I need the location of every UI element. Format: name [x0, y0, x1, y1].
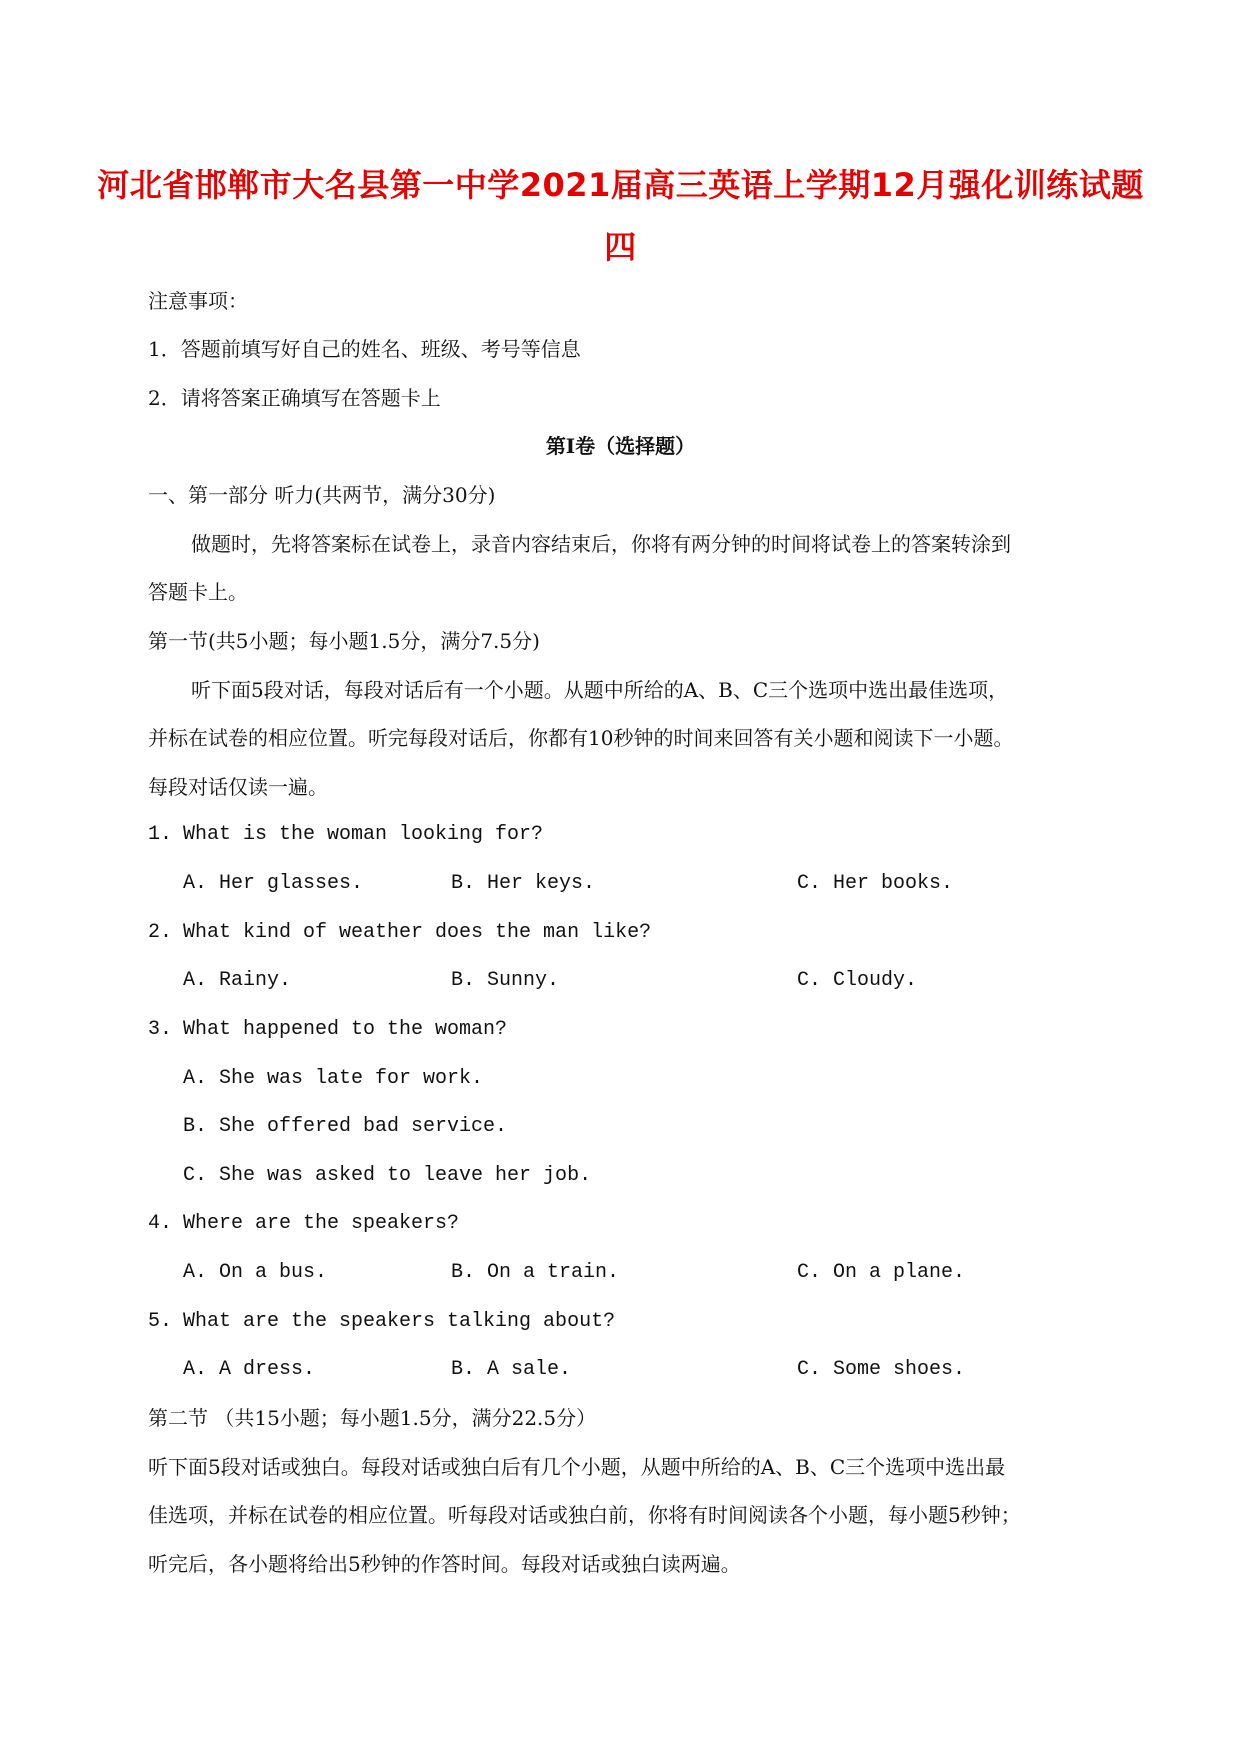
question-5-option-c: C. Some shoes. [797, 1358, 966, 1381]
volume-title: 第I卷（选择题） [545, 434, 696, 458]
question-5-text: What are the speakers talking about? [183, 1310, 616, 1333]
question-5-option-b: B. A sale. [451, 1358, 572, 1381]
question-3-option-c: C. She was asked to leave her job. [183, 1164, 592, 1187]
section2-instr-line3: 听完后，各小题将给出5秒钟的作答时间。每段对话或独白读两遍。 [148, 1552, 741, 1576]
part1-intro-line2: 答题卡上。 [148, 580, 248, 604]
question-3-number: 3. [148, 1018, 173, 1041]
question-1-text: What is the woman looking for? [183, 823, 544, 846]
question-2-option-a: A. Rainy. [183, 969, 292, 992]
question-2-text: What kind of weather does the man like? [183, 921, 652, 944]
section2-heading: 第二节 （共15小题；每小题1.5分，满分22.5分） [148, 1406, 597, 1430]
question-1-option-c: C. Her books. [797, 872, 954, 895]
question-5-option-a: A. A dress. [183, 1358, 316, 1381]
question-1-option-b: B. Her keys. [451, 872, 596, 895]
question-2-number: 2. [148, 921, 173, 944]
notice-item-1: 1．答题前填写好自己的姓名、班级、考号等信息 [148, 337, 581, 361]
notice-heading: 注意事项： [148, 289, 248, 313]
section1-instr-line3: 每段对话仅读一遍。 [148, 775, 328, 799]
question-2-option-c: C. Cloudy. [797, 969, 918, 992]
question-3-option-a: A. She was late for work. [183, 1067, 484, 1090]
section1-instr-line1: 听下面5段对话，每段对话后有一个小题。从题中所给的A、B、C三个选项中选出最佳选项， [191, 678, 1009, 702]
question-4-number: 4. [148, 1212, 173, 1235]
part1-intro-line1: 做题时，先将答案标在试卷上，录音内容结束后，你将有两分钟的时间将试卷上的答案转涂到 [191, 532, 1011, 556]
question-5-number: 5. [148, 1310, 173, 1333]
question-3-text: What happened to the woman? [183, 1018, 508, 1041]
question-1-option-a: A. Her glasses. [183, 872, 364, 895]
section2-instr-line2: 佳选项，并标在试卷的相应位置。听每段对话或独白前，你将有时间阅读各个小题，每小题5秒钟； [148, 1503, 1021, 1527]
section1-heading: 第一节(共5小题；每小题1.5分，满分7.5分) [148, 629, 540, 653]
section2-instr-line1: 听下面5段对话或独白。每段对话或独白后有几个小题，从题中所给的A、B、C三个选项中选出最 [148, 1455, 1006, 1479]
question-2-option-b: B. Sunny. [451, 969, 560, 992]
document-title-line2: 四 [604, 228, 637, 266]
question-4-option-c: C. On a plane. [797, 1261, 966, 1284]
notice-item-2: 2．请将答案正确填写在答题卡上 [148, 386, 441, 410]
question-4-option-a: A. On a bus. [183, 1261, 328, 1284]
document-title-line1: 河北省邯郸市大名县第一中学2021届高三英语上学期12月强化训练试题 [97, 166, 1144, 204]
question-1-number: 1. [148, 823, 173, 846]
section1-instr-line2: 并标在试卷的相应位置。听完每段对话后，你都有10秒钟的时间来回答有关小题和阅读下一小题。 [148, 726, 1014, 750]
part1-heading: 一、第一部分 听力(共两节，满分30分) [148, 483, 496, 507]
question-4-text: Where are the speakers? [183, 1212, 460, 1235]
question-4-option-b: B. On a train. [451, 1261, 620, 1284]
question-3-option-b: B. She offered bad service. [183, 1115, 508, 1138]
